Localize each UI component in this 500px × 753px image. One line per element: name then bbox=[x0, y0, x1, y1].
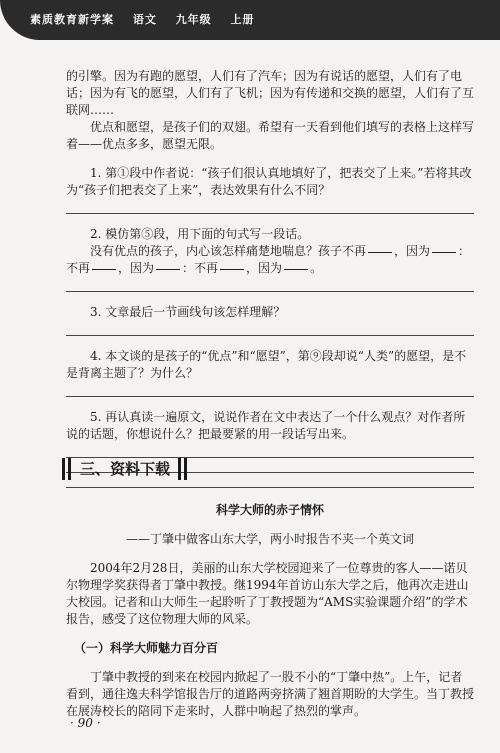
blank bbox=[156, 269, 180, 270]
heading-bar bbox=[68, 458, 71, 480]
heading-bar bbox=[62, 458, 65, 480]
header-text bbox=[30, 11, 269, 27]
tpl-f: ：不再 bbox=[182, 261, 219, 275]
article-title: 科学大师的赤子情怀 bbox=[215, 503, 324, 517]
tpl-c: ：不再 bbox=[66, 244, 471, 275]
answer-line-3[interactable] bbox=[66, 335, 474, 336]
tpl-h: 。 bbox=[310, 261, 323, 275]
header-volume: 上册 bbox=[230, 13, 255, 26]
heading-bar bbox=[178, 458, 181, 480]
header-series: 素质教育新学案 bbox=[30, 13, 114, 26]
exercise-content bbox=[66, 68, 474, 488]
section-label: 三、资料下载 bbox=[80, 460, 171, 478]
header-grade: 九年级 bbox=[175, 13, 212, 26]
blank bbox=[432, 252, 456, 253]
intro-line-1: 的引擎。因为有跑的愿望，人们有了汽车；因为有说话的愿望，人们有了电话；因为有飞的愿望，人们有了飞机；因为有传递和交换的愿望，人们有了互联网…… bbox=[66, 69, 475, 117]
article-paragraph-1: 2004年2月28日，美丽的山东大学校园迎来了一位尊贵的客人——诺贝尔物理学奖获得者丁肇中教授。继1994年首访山东大学之后，他再次走进山大校园。记者和山大师生一起聆听了丁教授题为“AMS实验课题介绍”的学术报告，感受了这位物理大师的风采。 bbox=[66, 561, 469, 626]
question-3: 3. 文章最后一节画线句该怎样理解？ bbox=[90, 305, 286, 319]
article-paragraph-2: 丁肇中教授的到来在校园内掀起了一股不小的“丁肇中热”。上午，记者看到，通往逸夫科学馆报告厅的道路两旁挤满了翘首期盼的大学生。当丁教授在展涛校长的陪同下走来时，人群中响起了热烈的掌声。 bbox=[66, 670, 475, 718]
page-number: · 90 · bbox=[70, 716, 101, 730]
article bbox=[66, 490, 474, 732]
question-5: 5. 再认真读一遍原文，说说作者在文中表达了一个什么观点？对作者所说的话题，你想说什么？把最要紧的用一段话写出来。 bbox=[66, 410, 466, 441]
intro-line-2: 优点和愿望，是孩子们的双翅。希望有一天看到他们填写的表格上这样写着——优点多多，愿望无限。 bbox=[66, 120, 475, 151]
header-subject: 语文 bbox=[132, 13, 157, 26]
tpl-a: 没有优点的孩子，内心该怎样痛楚地喘息？孩子不再 bbox=[90, 244, 367, 258]
blank bbox=[368, 252, 392, 253]
question-4: 4. 本文谈的是孩子的“优点”和“愿望”，第⑨段却说“人类”的愿望，是不是背离主题了？为什么？ bbox=[66, 349, 467, 380]
answer-line-5c[interactable] bbox=[66, 487, 474, 488]
question-2: 2. 模仿第⑤段，用下面的句式写一段话。 bbox=[90, 227, 310, 241]
tpl-g: ，因为 bbox=[246, 261, 283, 275]
article-subtitle: ——丁肇中做客山东大学，两小时报告不夹一个英文词 bbox=[125, 532, 414, 546]
page-header bbox=[0, 0, 500, 40]
tpl-d: ，因为 bbox=[118, 261, 155, 275]
answer-line-2[interactable] bbox=[66, 291, 474, 292]
answer-line-1[interactable] bbox=[66, 213, 474, 214]
tpl-b: ，因为 bbox=[394, 244, 431, 258]
section-heading bbox=[62, 456, 190, 482]
question-2-template bbox=[66, 243, 474, 277]
answer-line-4[interactable] bbox=[66, 396, 474, 397]
question-1: 1. 第①段中作者说：“孩子们很认真地填好了，把表交了上来。”若将其改为“孩子们把表交了上来”，表达效果有什么不同？ bbox=[66, 166, 472, 197]
blank bbox=[284, 269, 308, 270]
article-subheading: （一）科学大师魅力百分百 bbox=[74, 641, 219, 655]
blank bbox=[220, 269, 244, 270]
heading-bar bbox=[184, 458, 187, 480]
blank bbox=[92, 269, 116, 270]
